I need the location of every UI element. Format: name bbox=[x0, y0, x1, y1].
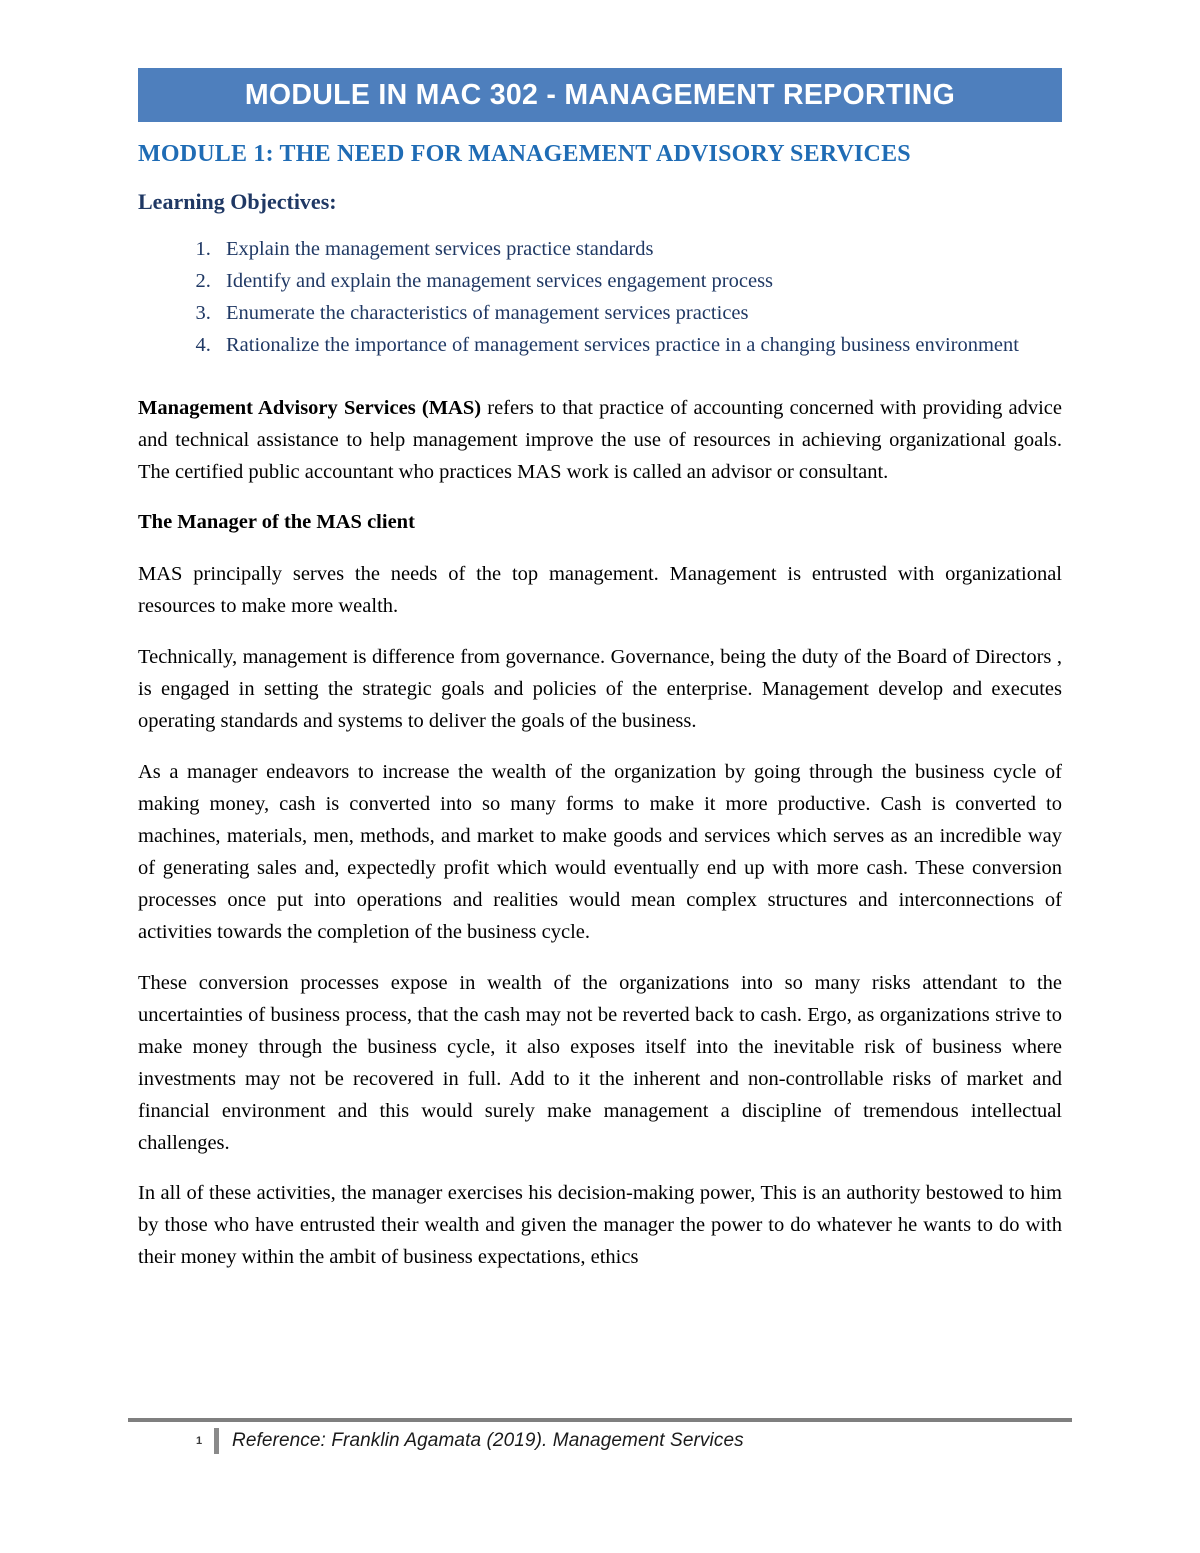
list-item: 2. Identify and explain the management services engagement process bbox=[216, 266, 1062, 297]
paragraph-mas-definition bbox=[138, 393, 1062, 489]
list-item: 3. Enumerate the characteristics of management services practices bbox=[216, 298, 1062, 329]
learning-objectives-heading: Learning Objectives: bbox=[138, 189, 337, 215]
footer-row bbox=[128, 1428, 1072, 1454]
paragraph-decision-making-power: In all of these activities, the manager exercises his decision-making power, This is an authority bestowed to him by those who have entrusted their wealth and given the manager the power to do whatever he wants to do with their money within the ambit of business expectations, ethics bbox=[138, 1182, 1062, 1269]
paragraph-text: refers to that practice of accounting concerned with providing advice and technical assistance to help management improve the use of resources in achieving organizational goals. The certified public accountant who practices MAS work is called an advisor or consultant. bbox=[138, 397, 1062, 484]
module-heading: MODULE 1: THE NEED FOR MANAGEMENT ADVISORY SERVICES bbox=[138, 141, 911, 167]
paragraph-mas-serves-top-management: MAS principally serves the needs of the top management. Management is entrusted with organizational resources to make more wealth. bbox=[138, 563, 1062, 617]
list-item: 4. Rationalize the importance of management services practice in a changing business environment bbox=[216, 330, 1062, 361]
banner-title-text: MODULE IN MAC 302 - MANAGEMENT REPORTING bbox=[244, 78, 956, 111]
paragraph-business-cycle: As a manager endeavors to increase the wealth of the organization by going through the business cycle of making money, cash is converted into so many forms to make it more productive. Cash is converted to machines, materials, men, methods, and market to make goods and services which serves as an incredible way of generating sales and, expectedly profit which would eventually end up with more cash. These conversion processes once put into operations and realities would mean complex structures and interconnections of activities towards the completion of the business cycle. bbox=[138, 760, 1062, 943]
list-item: 1. Explain the management services practice standards bbox=[216, 234, 1062, 265]
learning-objectives-list bbox=[138, 234, 1062, 362]
subheading-manager-of-mas-client: The Manager of the MAS client bbox=[138, 511, 415, 534]
title-banner bbox=[138, 68, 1062, 122]
footer-vertical-bar bbox=[214, 1428, 219, 1454]
paragraph-conversion-risks: These conversion processes expose in wealth of the organizations into so many risks attendant to the uncertainties of business process, that the cash may not be reverted back to cash. Ergo, as organizations strive to make money through the business cycle, it also exposes itself into the inevitable risk of business where investments may not be recovered in full. Add to it the inherent and non-controllable risks of market and financial environment and this would surely make management a discipline of tremendous intellectual challenges. bbox=[138, 971, 1062, 1154]
footer-divider-rule bbox=[128, 1418, 1072, 1422]
paragraph-management-vs-governance: Technically, management is difference from governance. Governance, being the duty of the Board of Directors , is engaged in setting the strategic goals and policies of the enterprise. Management develop and executes operating standards and systems to deliver the goals of the business. bbox=[138, 645, 1062, 732]
paragraph-bold-lead: Management Advisory Services (MAS) bbox=[138, 397, 482, 420]
document-content bbox=[138, 68, 1062, 1293]
footer-reference-text: Reference: Franklin Agamata (2019). Management Services bbox=[232, 1430, 744, 1451]
page-number: 1 bbox=[195, 1435, 203, 1447]
page-footer bbox=[128, 1418, 1072, 1454]
